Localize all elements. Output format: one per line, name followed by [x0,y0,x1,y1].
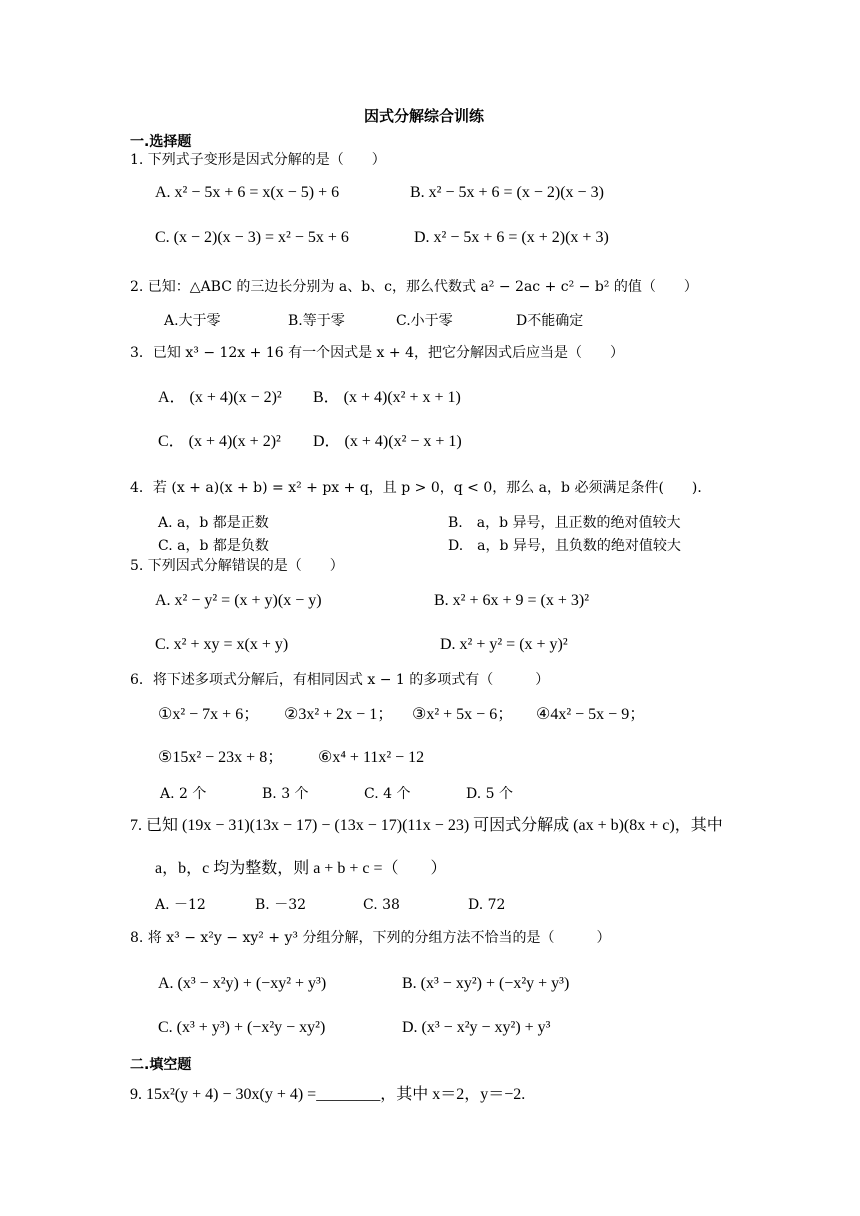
q7-stem-line2: a，b，c 均为整数，则 a + b + c =（ ） [155,860,447,877]
q8-stem: 8. 将 x³ − x²y − xy² + y³ 分组分解，下列的分组方法不恰当的是（ ） [130,930,611,946]
page-title: 因式分解综合训练 [364,107,485,125]
q8-option-d: D. (x³ − x²y − xy²) + y³ [402,1019,551,1036]
q6-item-6: ⑥x⁴ + 11x² − 12 [318,749,425,766]
q6-item-2: ②3x² + 2x − 1； [284,706,394,723]
q7-option-a: A. －12 [155,897,206,913]
q6-item-3: ③x² + 5x − 6； [412,706,514,723]
q5-option-d: D. x² + y² = (x + y)² [440,636,568,653]
q6-option-a: A. 2 个 [160,786,207,802]
q6-stem: 6．将下述多项式分解后，有相同因式 x − 1 的多项式有（ ） [130,672,550,688]
q3-option-b: B． (x + 4)(x² + x + 1) [313,389,461,406]
q2-option-d: D不能确定 [516,313,584,329]
q8-option-b: B. (x³ − xy²) + (−x²y + y³) [402,975,570,992]
q5-option-c: C. x² + xy = x(x + y) [155,636,289,653]
q4-option-a: A. a，b 都是正数 [158,515,269,531]
q5-stem: 5. 下列因式分解错误的是（ ） [130,558,344,574]
q2-option-a: A.大于零 [164,313,221,329]
q3-stem: 3．已知 x³ − 12x + 16 有一个因式是 x + 4，把它分解因式后应当是（ ） [130,345,624,361]
q6-item-4: ④4x² − 5x − 9； [536,706,646,723]
q1-option-d: D. x² − 5x + 6 = (x + 2)(x + 3) [414,229,609,246]
q9-stem: 9. 15x²(y + 4) − 30x(y + 4) =________，其中 x＝2，y＝−2. [130,1086,526,1103]
q4-option-d: D. a，b 异号，且负数的绝对值较大 [448,538,681,554]
section-heading-choice: 一.选择题 [130,134,192,150]
q6-option-b: B. 3 个 [262,786,309,802]
section-heading-fill: 二.填空题 [130,1057,192,1073]
q7-option-d: D. 72 [468,897,506,913]
q7-option-c: C. 38 [363,897,400,913]
q6-option-d: D. 5 个 [466,786,513,802]
q5-option-b: B. x² + 6x + 9 = (x + 3)² [434,592,590,609]
q4-stem: 4．若 (x + a)(x + b) = x² + px + q，且 p > 0，q < 0，那么 a，b 必须满足条件( )． [130,480,712,496]
q8-option-a: A. (x³ − x²y) + (−xy² + y³) [158,975,327,992]
q6-item-1: ①x² − 7x + 6； [158,706,260,723]
q4-option-b: B. a，b 异号，且正数的绝对值较大 [448,515,681,531]
q1-option-a: A. x² − 5x + 6 = x(x − 5) + 6 [155,184,340,201]
q3-option-d: D． (x + 4)(x² − x + 1) [313,433,462,450]
q7-option-b: B. －32 [255,897,307,913]
q2-option-c: C.小于零 [396,313,453,329]
q1-stem: 1. 下列式子变形是因式分解的是（ ） [130,152,386,168]
q5-option-a: A. x² − y² = (x + y)(x − y) [155,592,322,609]
q1-option-b: B. x² − 5x + 6 = (x − 2)(x − 3) [410,184,604,201]
q2-stem: 2. 已知：△ABC 的三边长分别为 a、b、c，那么代数式 a² − 2ac + c² − b² 的值（ ） [130,279,698,295]
q1-option-c: C. (x − 2)(x − 3) = x² − 5x + 6 [155,229,349,246]
q3-option-a: A． (x + 4)(x − 2)² [158,389,282,406]
q8-option-c: C. (x³ + y³) + (−x²y − xy²) [158,1019,326,1036]
q6-item-5: ⑤15x² − 23x + 8； [158,749,284,766]
q2-option-b: B.等于零 [288,313,345,329]
q7-stem: 7. 已知 (19x − 31)(13x − 17) − (13x − 17)(11x − 23) 可因式分解成 (ax + b)(8x + c)，其中 [130,817,723,834]
q6-option-c: C. 4 个 [364,786,411,802]
q3-option-c: C． (x + 4)(x + 2)² [158,433,281,450]
q4-option-c: C. a，b 都是负数 [158,538,269,554]
